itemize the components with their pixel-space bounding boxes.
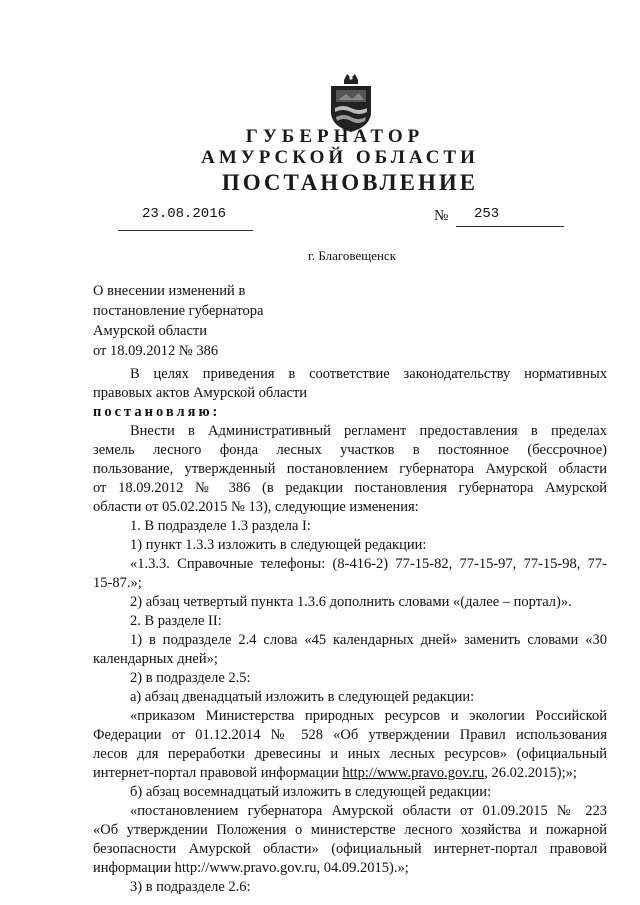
sub-item: б) абзац восемнадцатый изложить в следующей редакции:	[130, 784, 492, 800]
quote-line: «Об утверждении Положения о министерстве лесного хозяйства и пожарной	[93, 822, 607, 838]
section-heading: 1. В подразделе 1.3 раздела I:	[130, 518, 311, 534]
quote-line: лесов для переработки древесины и иных лесных ресурсов» (официальный	[93, 746, 607, 762]
header-title-resolution: ПОСТАНОВЛЕНИЕ	[221, 170, 479, 195]
subject-line: О внесении изменений в	[93, 283, 246, 299]
paragraph-line: области от 05.02.2015 № 13), следующие изменения:	[93, 499, 419, 515]
sub-item: а) абзац двенадцатый изложить в следующей редакции:	[130, 689, 475, 705]
quote-line: 15-87.»;	[93, 575, 142, 591]
quote-line: Федерации от 01.12.2014 № 528 «Об утверждении Правил использования	[93, 727, 607, 743]
intro-line: В целях приведения в соответствие законодательству нормативных	[130, 366, 607, 382]
paragraph-line: Внести в Административный регламент предоставления в пределах	[130, 423, 607, 439]
number-label: №	[434, 208, 449, 224]
subject-line: постановление губернатора	[93, 303, 264, 319]
document-number: 253	[474, 206, 500, 222]
list-item: 2) в подразделе 2.5:	[130, 670, 251, 686]
header-title-region: АМУРСКОЙ ОБЛАСТИ	[201, 147, 479, 168]
quote-line	[93, 764, 607, 783]
document-date: 23.08.2016	[142, 206, 227, 222]
subject-line: от 18.09.2012 № 386	[93, 343, 219, 359]
date-underline	[118, 230, 253, 231]
section-heading: 2. В разделе II:	[130, 613, 222, 629]
quote-line: «1.3.3. Справочные телефоны: (8-416-2) 77-15-82, 77-15-97, 77-15-98, 77-	[130, 556, 607, 572]
list-item: 3) в подразделе 2.6:	[130, 879, 251, 895]
subject-line: Амурской области	[93, 323, 207, 339]
document-subject	[93, 281, 263, 361]
header-title-governor: ГУБЕРНАТОР	[245, 126, 425, 147]
list-item: 1) в подразделе 2.4 слова «45 календарных дней» заменить словами «30	[130, 632, 607, 648]
document-city: г. Благовещенск	[308, 248, 397, 263]
list-item: календарных дней»;	[93, 651, 218, 667]
quote-text: интернет-портал правовой информации	[93, 765, 343, 781]
quote-line: «приказом Министерства природных ресурсов и экологии Российской	[130, 708, 607, 724]
amur-region-emblem	[326, 72, 376, 134]
decree-word: постановляю:	[93, 404, 221, 420]
list-item: 1) пункт 1.3.3 изложить в следующей редакции:	[130, 537, 427, 553]
number-underline	[456, 226, 564, 227]
paragraph-line: земель лесного фонда лесных участков в постоянное (бессрочное)	[93, 442, 607, 458]
paragraph-line: от 18.09.2012 № 386 (в редакции постановления губернатора Амурской	[93, 480, 607, 496]
document-body	[93, 365, 607, 897]
list-item: 2) абзац четвертый пункта 1.3.6 дополнить словами «(далее – портал)».	[130, 594, 572, 610]
paragraph-line: пользование, утвержденный постановлением губернатора Амурской области	[93, 461, 607, 477]
quote-line: безопасности Амурской области» (официальный интернет-портал правовой	[93, 841, 607, 857]
quote-line: «постановлением губернатора Амурской области от 01.09.2015 № 223	[130, 803, 607, 819]
quote-text: , 26.02.2015);»;	[484, 765, 577, 781]
quote-line: информации http://www.pravo.gov.ru, 04.09.2015).»;	[93, 860, 409, 876]
pravo-link[interactable]: http://www.pravo.gov.ru	[342, 765, 485, 781]
intro-line: правовых актов Амурской области	[93, 385, 308, 401]
